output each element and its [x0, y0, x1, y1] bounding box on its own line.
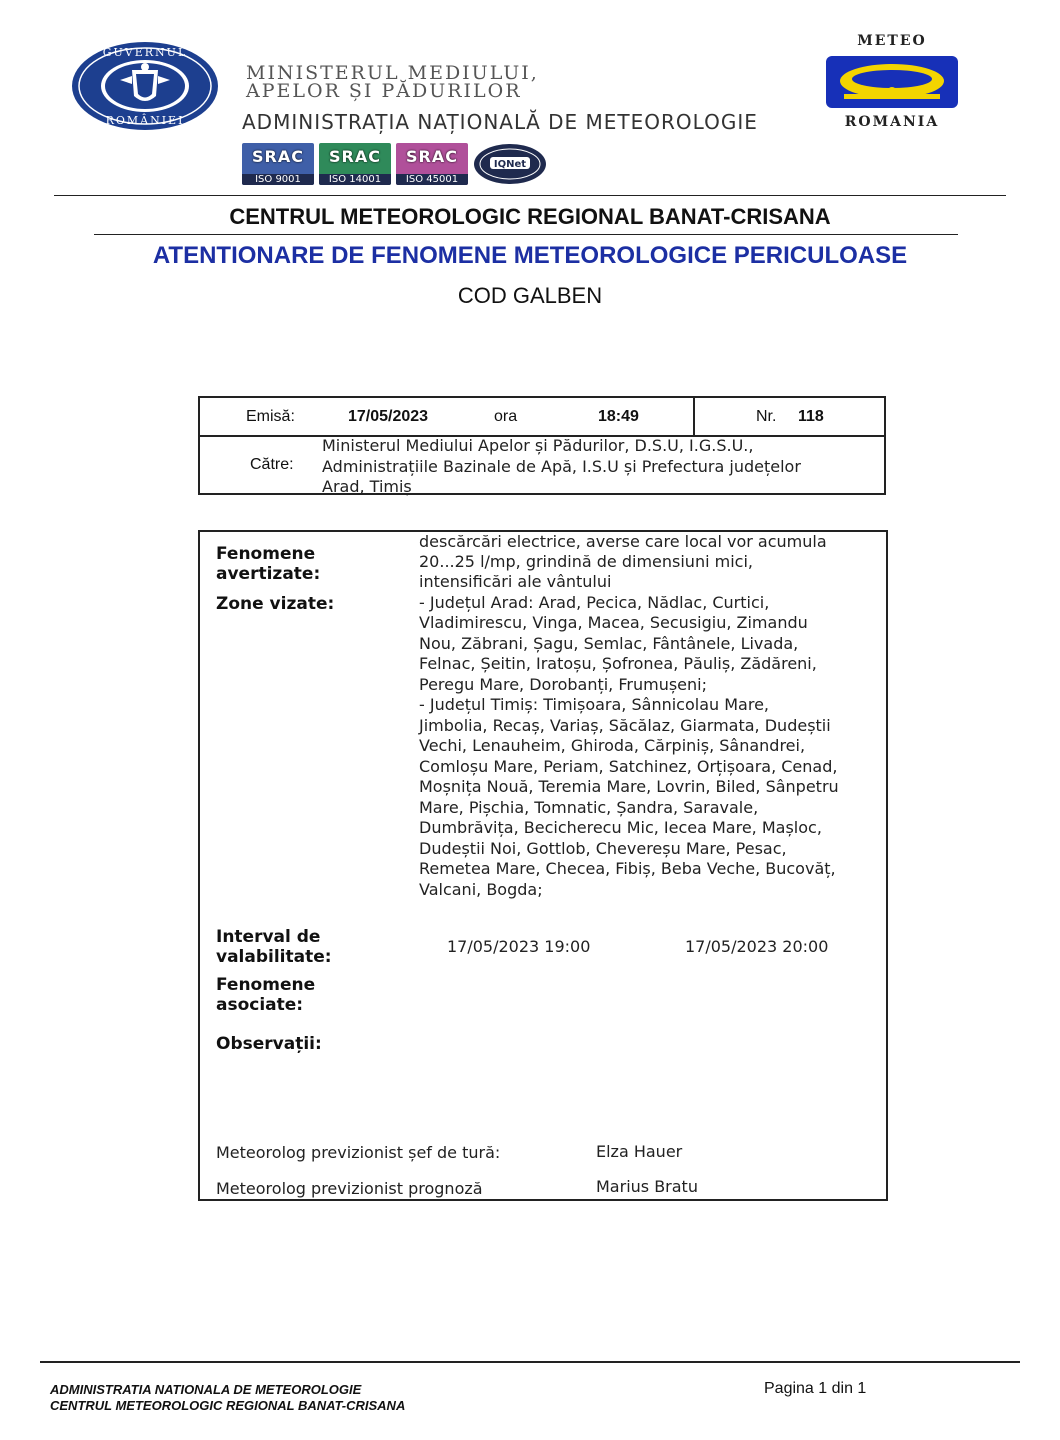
meteo-logo-top-text: METEO — [857, 33, 927, 49]
cert-mark: SRAC — [329, 147, 381, 166]
recipient-line: Arad, Timiș — [322, 477, 412, 496]
header-divider — [54, 195, 1006, 196]
issue-date: 17/05/2023 — [348, 408, 429, 425]
meteo-logo-bottom-text: ROMANIA — [844, 114, 940, 130]
nr-label: Nr. — [756, 408, 777, 425]
cert-mark: SRAC — [406, 147, 458, 166]
asociate-label-2: asociate: — [216, 995, 304, 1015]
zone-line: Dudeștii Noi, Gottlob, Chevereșu Mare, Pesac, — [419, 839, 787, 858]
zone-line: Nou, Zăbrani, Șagu, Semlac, Fântânele, Livada, — [419, 634, 799, 653]
zone-line: Felnac, Șeitin, Iratoșu, Șofronea, Păuliș, Zădăreni, — [419, 654, 817, 673]
zone-line: Comloșu Mare, Periam, Satchinez, Orțișoara, Cenad, — [419, 757, 838, 776]
zone-line: Valcani, Bogda; — [419, 880, 543, 899]
warning-details-box — [198, 530, 888, 1201]
svg-text:ROMÂNIEI: ROMÂNIEI — [105, 114, 185, 127]
zone-line: - Județul Timiș: Timișoara, Sânnicolau Mare, — [419, 695, 769, 714]
fenomene-label: Fenomene — [216, 544, 316, 564]
ministry-name-line-1: MINISTERUL MEDIULUI, — [246, 62, 539, 84]
issue-info-box — [198, 396, 886, 495]
footer-center: CENTRUL METEOROLOGIC REGIONAL BANAT-CRISANA — [50, 1398, 406, 1413]
cert-label: ISO 9001 — [242, 174, 314, 185]
fenomene-line: descărcări electrice, averse care local vor acumula — [419, 532, 827, 551]
emisa-label: Emisă: — [246, 408, 295, 425]
zone-line: Vladimirescu, Vinga, Macea, Secusigiu, Zimandu — [419, 613, 808, 632]
footer-divider — [40, 1361, 1020, 1363]
certification-logos — [242, 143, 552, 185]
zone-line: Vechi, Lenauheim, Ghiroda, Cărpiniș, Sânandrei, — [419, 736, 806, 755]
iso-14001-badge — [319, 143, 391, 185]
interval-label-2: valabilitate: — [216, 947, 332, 967]
zone-line: - Județul Arad: Arad, Pecica, Nădlac, Curtici, — [419, 593, 770, 612]
fenomene-line: 20...25 l/mp, grindină de dimensiuni mici, — [419, 552, 753, 571]
iqnet-logo — [472, 143, 548, 185]
zone-line: Peregu Mare, Dorobanți, Frumușeni; — [419, 675, 707, 694]
svg-text:GUVERNUL: GUVERNUL — [102, 46, 188, 59]
interval-start: 17/05/2023 19:00 — [447, 937, 591, 956]
fenomene-line: intensificări ale vântului — [419, 572, 612, 591]
iso-9001-badge — [242, 143, 314, 185]
zone-line: Mare, Pișchia, Tomnatic, Șandra, Saravale, — [419, 798, 759, 817]
asociate-label: Fenomene — [216, 975, 316, 995]
page-counter: Pagina 1 din 1 — [764, 1380, 867, 1397]
center-name: CENTRUL METEOROLOGIC REGIONAL BANAT-CRISANA — [229, 204, 831, 229]
iso-45001-badge — [396, 143, 468, 185]
government-seal-logo — [70, 40, 220, 132]
agency-title: ADMINISTRAȚIA NAȚIONALĂ DE METEOROLOGIE — [242, 110, 758, 134]
iqnet-label: IQNet — [493, 159, 527, 170]
warning-code: COD GALBEN — [457, 283, 603, 308]
cert-label: ISO 45001 — [396, 174, 468, 185]
zone-line: Moșnița Nouă, Teremia Mare, Lovrin, Biled, Sânpetru — [419, 777, 839, 796]
shift-lead-name: Elza Hauer — [596, 1142, 683, 1161]
issue-col-divider — [693, 398, 695, 435]
catre-label: Către: — [250, 456, 294, 473]
forecaster-label: Meteorolog previzionist prognoză — [216, 1179, 483, 1198]
shift-lead-label: Meteorolog previzionist șef de tură: — [216, 1143, 501, 1162]
interval-label: Interval de — [216, 927, 321, 947]
meteo-romania-logo — [822, 30, 962, 132]
zone-label: Zone vizate: — [216, 594, 335, 614]
fenomene-label-2: avertizate: — [216, 564, 321, 584]
ministry-name-line-2: APELOR ȘI PĂDURILOR — [246, 80, 522, 102]
cert-mark: SRAC — [252, 147, 304, 166]
warning-title: ATENTIONARE DE FENOMENE METEOROLOGICE PERICULOASE — [152, 242, 908, 269]
cert-label: ISO 14001 — [319, 174, 391, 185]
recipient-line: Ministerul Mediului Apelor și Pădurilor, D.S.U, I.G.S.U., — [322, 436, 754, 455]
title-divider — [94, 234, 958, 235]
zone-line: Jimbolia, Recaș, Variaș, Săcălaz, Giarmata, Dudeștii — [419, 716, 831, 735]
observatii-label: Observații: — [216, 1034, 322, 1054]
issue-number: 118 — [798, 408, 824, 425]
recipient-line: Administrațiile Bazinale de Apă, I.S.U și Prefectura județelor — [322, 457, 801, 476]
meteo-emblem-icon — [826, 56, 958, 108]
forecaster-name: Marius Bratu — [596, 1177, 698, 1196]
zone-line: Dumbrăvița, Becicherecu Mic, Iecea Mare, Mașloc, — [419, 818, 822, 837]
footer-agency: ADMINISTRATIA NATIONALA DE METEOROLOGIE — [50, 1382, 362, 1397]
interval-end: 17/05/2023 20:00 — [685, 937, 829, 956]
zone-line: Remetea Mare, Checea, Fibiș, Beba Veche, Bucovăț, — [419, 859, 836, 878]
issue-time: 18:49 — [598, 408, 639, 425]
ora-label: ora — [494, 408, 518, 425]
